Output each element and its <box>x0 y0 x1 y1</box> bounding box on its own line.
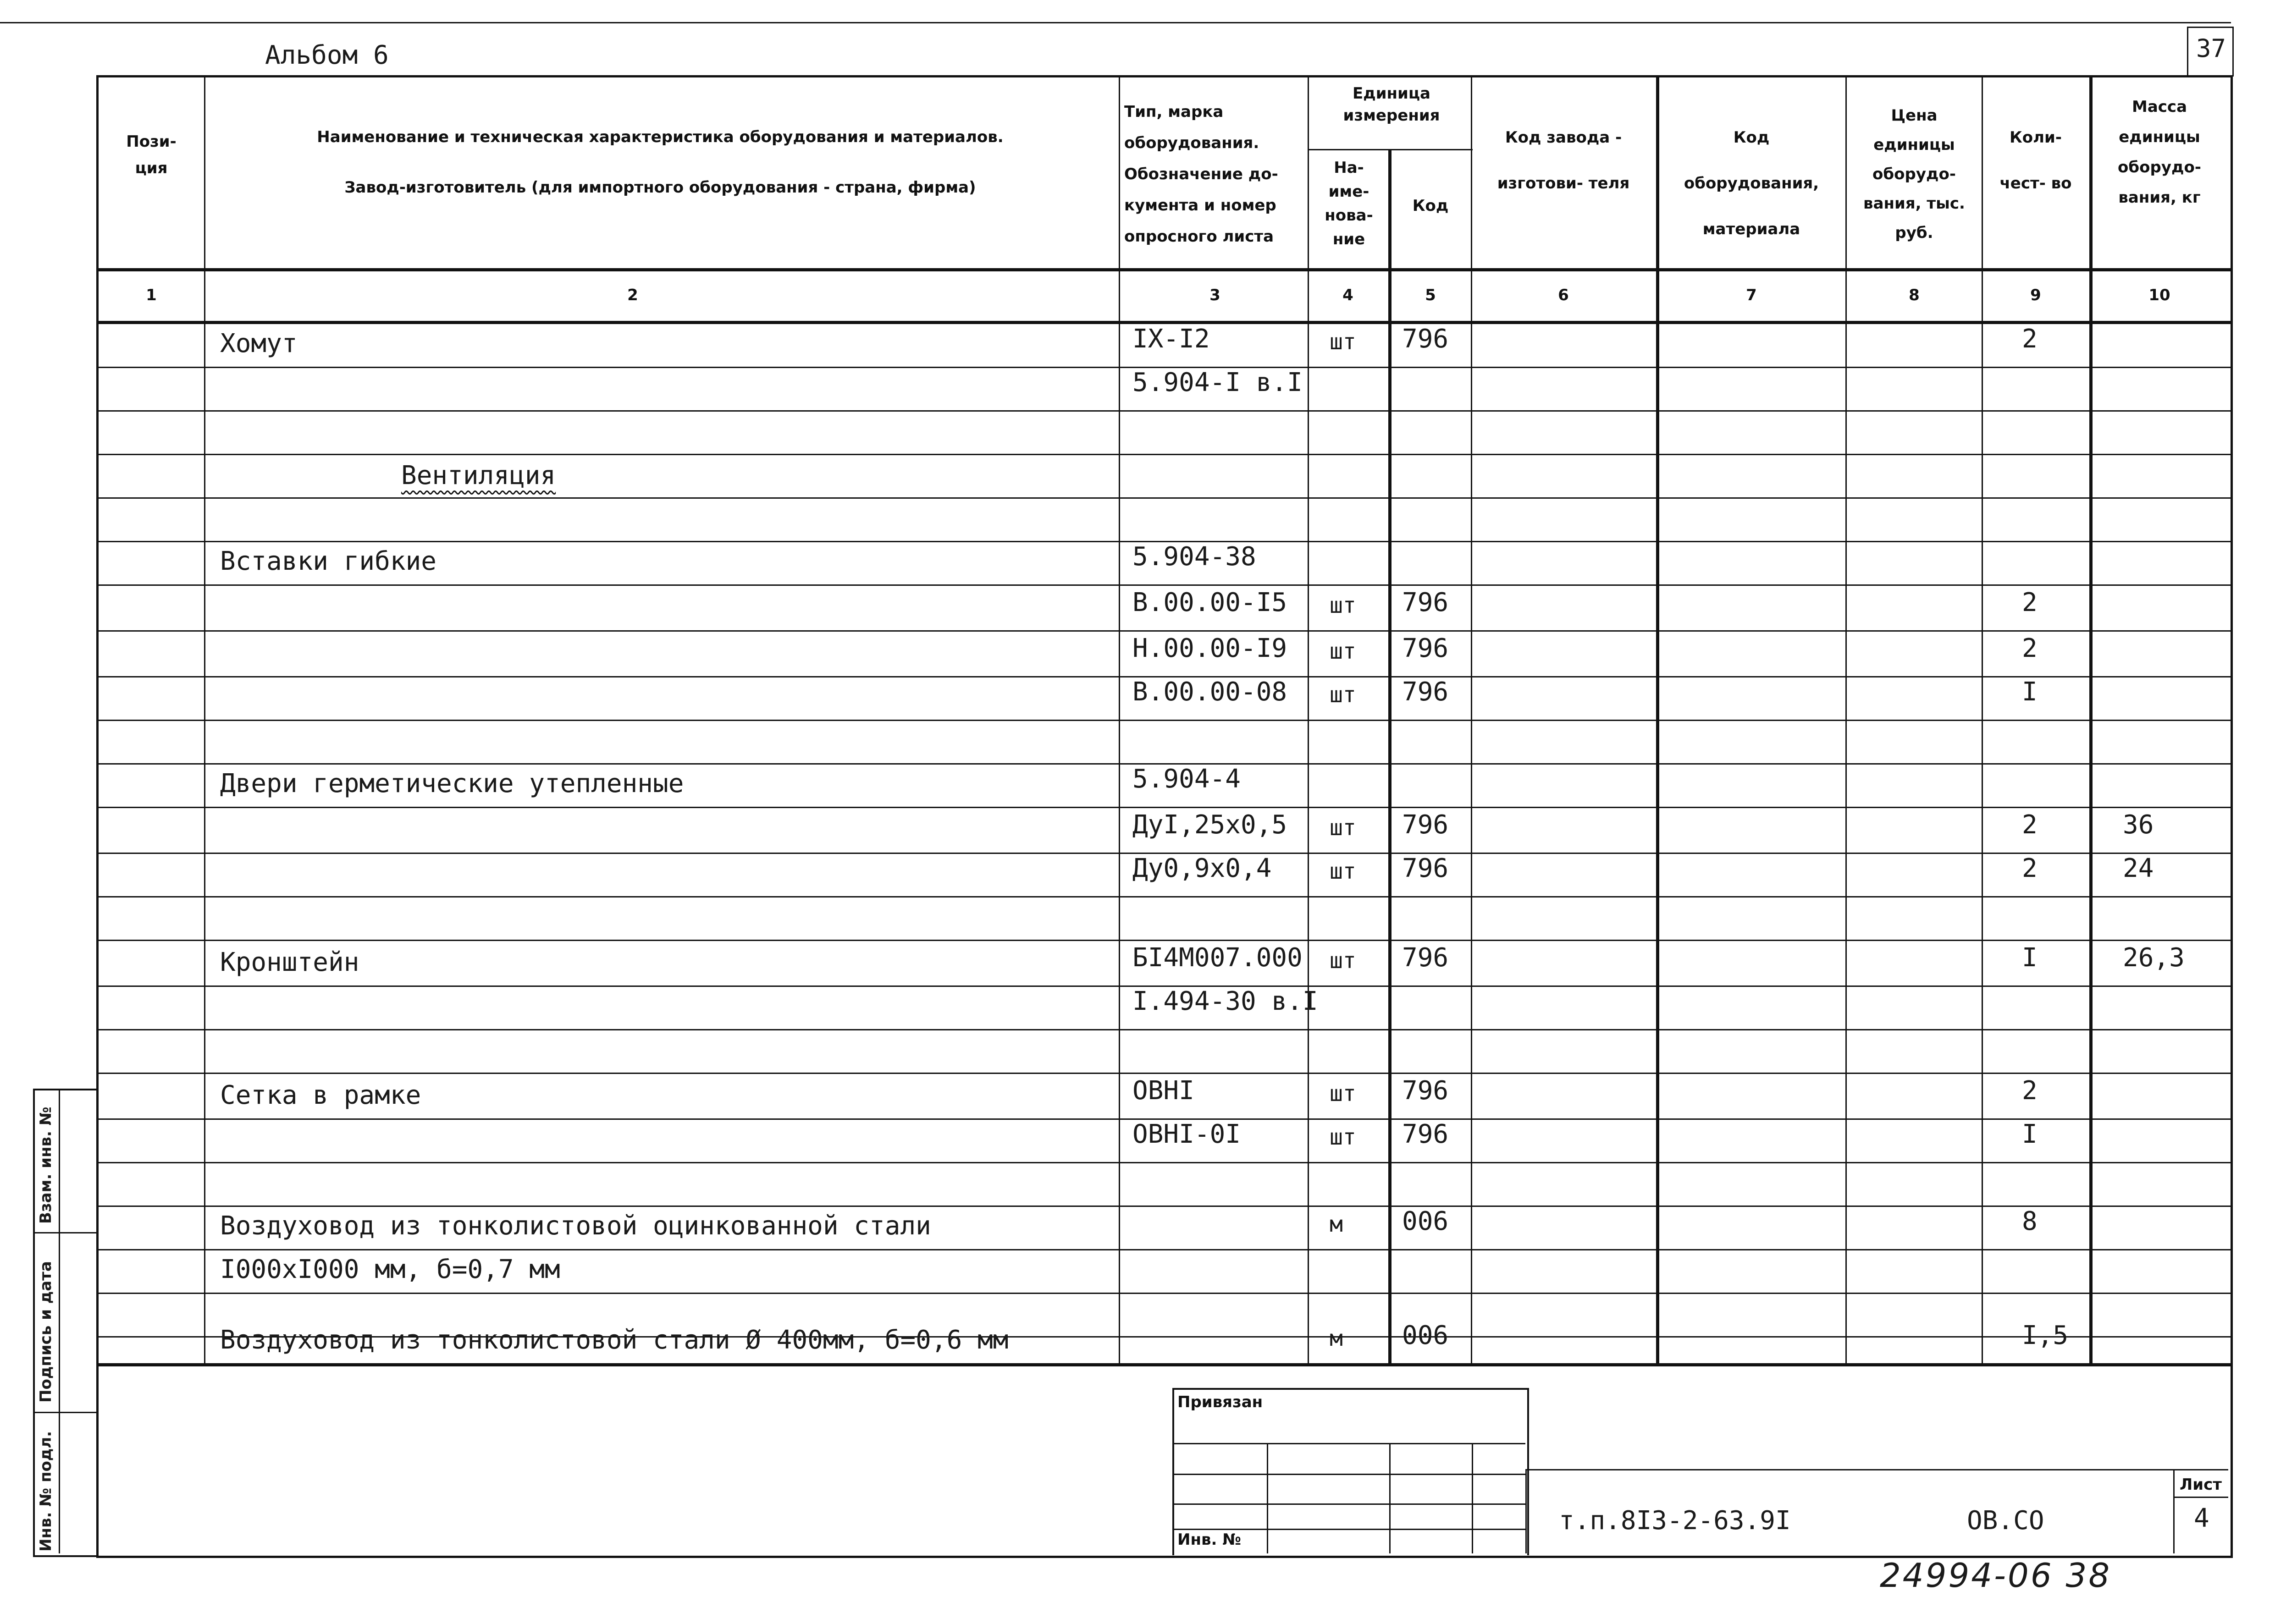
colnum-1: 1 <box>146 286 157 304</box>
row-unit: шт <box>1330 329 1356 355</box>
row-name: Воздуховод из тонколистовой оцинкованной стали <box>220 1211 931 1241</box>
colnum-9: 9 <box>2030 286 2041 304</box>
col-line-6 <box>1656 75 1659 1363</box>
row-type: В.00.00-I5 <box>1132 588 1287 617</box>
table-row <box>96 1073 2231 1074</box>
row-unit: шт <box>1330 682 1356 708</box>
row-name: I000xI000 мм, б=0,7 мм <box>220 1255 560 1284</box>
colnum-2: 2 <box>627 286 638 304</box>
top-border <box>0 22 2231 23</box>
col-line-3 <box>1308 75 1309 1363</box>
header-name-line1: Наименование и техническая характеристика оборудования и материалов. <box>317 128 1004 146</box>
row-type: ОВНI-0I <box>1132 1119 1241 1149</box>
header-position: Пози- ция <box>126 132 177 177</box>
row-type: Н.00.00-I9 <box>1132 633 1287 663</box>
table-row <box>96 896 2231 897</box>
row-code: 006 <box>1402 1206 1449 1236</box>
row-unit: шт <box>1330 1124 1356 1150</box>
row-mass: 26,3 <box>2123 943 2185 973</box>
row-code: 796 <box>1402 324 1449 354</box>
handwritten-number: 24994-06 38 <box>1880 1556 2112 1595</box>
row-type: 5.904-I в.I <box>1132 368 1303 397</box>
col-line-2 <box>1119 75 1120 1363</box>
row-qty: 2 <box>2022 588 2038 617</box>
row-qty: 2 <box>2022 633 2038 663</box>
stamp-vline-1 <box>1267 1443 1268 1553</box>
row-qty: 2 <box>2022 853 2038 883</box>
table-row <box>96 497 2231 499</box>
colnum-10: 10 <box>2148 286 2170 304</box>
album-label: Альбом 6 <box>265 40 389 70</box>
header-unit-name: На- име- нова- ние <box>1325 159 1373 248</box>
row-code: 796 <box>1402 853 1449 883</box>
header-type: Тип, марка оборудования. Обозначение до- кумента и номер опросного листа <box>1124 103 1278 246</box>
table-row <box>96 1162 2231 1163</box>
row-qty: I <box>2022 943 2038 973</box>
col-line-1 <box>204 75 205 1363</box>
col-line-4 <box>1388 149 1392 1364</box>
colnum-5: 5 <box>1425 286 1436 304</box>
row-unit: шт <box>1330 593 1356 618</box>
row-type: БI4М007.000 <box>1132 943 1303 973</box>
row-type: IX-I2 <box>1132 324 1210 354</box>
section-title: Вентиляция <box>401 461 556 490</box>
table-row <box>96 1206 2231 1207</box>
row-type: 5.904-38 <box>1132 542 1256 572</box>
colnum-bottom <box>96 321 2231 324</box>
row-name: Сетка в рамке <box>220 1080 421 1110</box>
table-row <box>96 720 2231 721</box>
colnum-4: 4 <box>1342 286 1353 304</box>
row-type: ОВНI <box>1132 1076 1194 1106</box>
row-code: 796 <box>1402 810 1449 840</box>
row-name: Хомут <box>220 329 298 358</box>
table-row <box>96 940 2231 941</box>
row-qty: 2 <box>2022 810 2038 840</box>
side-label-vzam-inv: Взам. инв. № <box>37 1107 55 1224</box>
top-page-number: 37 <box>2196 34 2226 63</box>
header-unit-code: Код <box>1412 197 1449 215</box>
side-strip-line-2 <box>33 1412 96 1413</box>
stamp-bound-label: Привязан <box>1177 1393 1263 1411</box>
col-line-8 <box>1982 75 1983 1363</box>
row-code: 796 <box>1402 943 1449 973</box>
table-row <box>96 410 2231 412</box>
row-qty: 2 <box>2022 324 2038 354</box>
stamp-vline-3 <box>1472 1443 1473 1553</box>
row-qty: I <box>2022 677 2038 707</box>
side-strip-divider <box>59 1089 60 1553</box>
stamp-doc-code: т.п.8I3-2-63.9I <box>1559 1506 1791 1536</box>
header-plant-code: Код завода - изготови- теля <box>1497 128 1630 193</box>
header-unit-group: Единица измерения <box>1343 84 1440 125</box>
table-row <box>96 1293 2231 1294</box>
row-qty: 8 <box>2022 1206 2038 1236</box>
row-code: 006 <box>1402 1321 1449 1350</box>
table-row <box>96 807 2231 808</box>
colnum-3: 3 <box>1209 286 1220 304</box>
row-unit: м <box>1330 1211 1343 1237</box>
row-code: 796 <box>1402 588 1449 617</box>
row-unit: шт <box>1330 815 1356 841</box>
col-line-9 <box>2089 75 2093 1363</box>
header-bottom <box>96 268 2231 271</box>
row-name: Вставки гибкие <box>220 546 437 576</box>
row-qty: I <box>2022 1119 2038 1149</box>
table-row <box>96 1029 2231 1030</box>
stamp-main-left <box>1525 1469 1527 1553</box>
row-type: ДуI,25x0,5 <box>1132 810 1287 840</box>
col-line-7 <box>1845 75 1847 1363</box>
row-unit: шт <box>1330 1081 1356 1107</box>
header-equip-code: Код оборудования, материала <box>1684 128 1819 238</box>
row-type: В.00.00-08 <box>1132 677 1287 707</box>
table-row <box>96 630 2231 632</box>
row-unit: шт <box>1330 639 1356 664</box>
colnum-6: 6 <box>1558 286 1569 304</box>
header-qty: Коли- чест- во <box>1999 128 2072 193</box>
row-name: Воздуховод из тонколистовой стали Ø 400мм, б=0,6 мм <box>220 1325 1009 1355</box>
row-mass: 24 <box>2123 853 2154 883</box>
row-mass: 36 <box>2123 810 2154 840</box>
stamp-mark: ОВ.СО <box>1967 1506 2044 1536</box>
col-line-5 <box>1471 75 1472 1363</box>
row-type: Ду0,9x0,4 <box>1132 853 1272 883</box>
row-unit: шт <box>1330 859 1356 884</box>
header-mass: Масса единицы оборудо- вания, кг <box>2118 98 2201 207</box>
colnum-8: 8 <box>1909 286 1920 304</box>
colnum-7: 7 <box>1746 286 1757 304</box>
table-row <box>96 584 2231 586</box>
row-qty: I,5 <box>2022 1321 2069 1350</box>
table-row <box>96 454 2231 455</box>
row-code: 796 <box>1402 1119 1449 1149</box>
stamp-main-top <box>1525 1469 2228 1470</box>
row-type: I.494-30 в.I <box>1132 986 1318 1016</box>
row-unit: шт <box>1330 948 1356 974</box>
stamp-vline-2 <box>1389 1443 1391 1553</box>
row-name: Двери герметические утепленные <box>220 769 684 798</box>
stamp-sheet-left <box>2173 1469 2175 1553</box>
row-code: 796 <box>1402 677 1449 707</box>
row-qty: 2 <box>2022 1076 2038 1106</box>
row-code: 796 <box>1402 633 1449 663</box>
header-name-line2: Завод-изготовитель (для импортного оборудования - страна, фирма) <box>344 178 976 197</box>
side-label-signature-date: Подпись и дата <box>37 1261 55 1403</box>
stamp-sheet-label: Лист <box>2180 1475 2222 1494</box>
table-bottom <box>96 1363 2231 1366</box>
row-unit: м <box>1330 1326 1343 1351</box>
row-name: Кронштейн <box>220 947 359 977</box>
table-row <box>96 1249 2231 1250</box>
side-strip-line-1 <box>33 1232 96 1233</box>
header-price: Цена единицы оборудо- вания, тыс. руб. <box>1863 106 1965 242</box>
row-code: 796 <box>1402 1076 1449 1106</box>
row-type: 5.904-4 <box>1132 764 1241 794</box>
stamp-inv-label: Инв. № <box>1177 1530 1242 1549</box>
stamp-sheet-number: 4 <box>2194 1503 2209 1533</box>
side-label-inv-podl: Инв. № подл. <box>37 1431 55 1552</box>
